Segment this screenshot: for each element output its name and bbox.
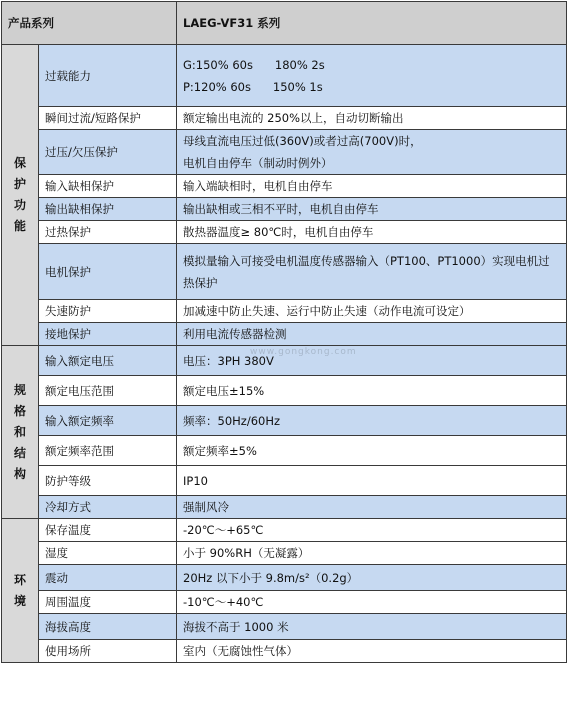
row-label: 输入缺相保护 bbox=[39, 175, 177, 198]
row-label: 防护等级 bbox=[39, 466, 177, 496]
value-line: IP10 bbox=[183, 473, 208, 488]
value-line: 电压：3PH 380V bbox=[183, 353, 274, 368]
table-header-row bbox=[2, 2, 567, 45]
value-line: 母线直流电压过低(360V)或者过高(700V)时， bbox=[183, 134, 422, 148]
table-row bbox=[2, 376, 567, 406]
table-row bbox=[2, 406, 567, 436]
value-line: 额定频率±5% bbox=[183, 443, 257, 458]
header-series: 产品系列 bbox=[2, 2, 177, 45]
row-value bbox=[177, 221, 567, 244]
category-char: 构 bbox=[13, 466, 26, 481]
row-value bbox=[177, 107, 567, 130]
table-row bbox=[2, 130, 567, 175]
row-label: 海拔高度 bbox=[39, 614, 177, 640]
table-row bbox=[2, 346, 567, 376]
row-value bbox=[177, 591, 567, 614]
value-line: 利用电流传感器检测 bbox=[183, 327, 287, 341]
row-value bbox=[177, 346, 567, 376]
row-label: 使用场所 bbox=[39, 640, 177, 663]
category-char: 结 bbox=[13, 445, 26, 460]
row-value bbox=[177, 130, 567, 175]
category-char: 规 bbox=[13, 382, 26, 397]
table-row bbox=[2, 198, 567, 221]
section-category-1 bbox=[2, 346, 39, 519]
row-label: 输入额定频率 bbox=[39, 406, 177, 436]
row-label: 冷却方式 bbox=[39, 496, 177, 519]
row-label: 瞬间过流/短路保护 bbox=[39, 107, 177, 130]
table-row bbox=[2, 175, 567, 198]
value-line: 电机自由停车（制动时例外） bbox=[183, 156, 333, 170]
row-value bbox=[177, 496, 567, 519]
row-label: 输入额定电压 bbox=[39, 346, 177, 376]
row-value bbox=[177, 45, 567, 107]
value-line: 额定电压±15% bbox=[183, 383, 265, 398]
row-value bbox=[177, 466, 567, 496]
category-char: 护 bbox=[13, 177, 26, 191]
row-label: 震动 bbox=[39, 565, 177, 591]
spec-table bbox=[1, 1, 567, 663]
value-line: 室内（无腐蚀性气体） bbox=[183, 644, 298, 658]
row-value bbox=[177, 519, 567, 542]
table-row bbox=[2, 221, 567, 244]
row-value bbox=[177, 406, 567, 436]
value-line: 20Hz 以下小于 9.8m/s²（0.2g） bbox=[183, 570, 359, 585]
value-line: 额定输出电流的 250%以上，自动切断输出 bbox=[183, 111, 404, 125]
section-category-2 bbox=[2, 519, 39, 663]
table-row bbox=[2, 300, 567, 323]
row-label: 湿度 bbox=[39, 542, 177, 565]
row-label: 电机保护 bbox=[39, 244, 177, 300]
row-value bbox=[177, 198, 567, 221]
row-label: 周围温度 bbox=[39, 591, 177, 614]
category-char: 境 bbox=[13, 593, 26, 608]
value-line: 加减速中防止失速、运行中防止失速（动作电流可设定） bbox=[183, 304, 471, 318]
value-line: P:120% 60s 150% 1s bbox=[183, 79, 323, 94]
table-row bbox=[2, 542, 567, 565]
table-row bbox=[2, 45, 567, 107]
header-model: LAEG-VF31 系列 bbox=[177, 2, 567, 45]
row-label: 保存温度 bbox=[39, 519, 177, 542]
row-value bbox=[177, 640, 567, 663]
value-line: 输入端缺相时，电机自由停车 bbox=[183, 179, 333, 193]
row-label: 额定电压范围 bbox=[39, 376, 177, 406]
value-line: 散热器温度≥ 80℃时，电机自由停车 bbox=[183, 225, 374, 239]
table-row bbox=[2, 436, 567, 466]
value-line: G:150% 60s 180% 2s bbox=[183, 57, 325, 72]
row-label: 失速防护 bbox=[39, 300, 177, 323]
table-row bbox=[2, 640, 567, 663]
value-line: 强制风冷 bbox=[183, 500, 229, 514]
row-label: 过热保护 bbox=[39, 221, 177, 244]
table-row bbox=[2, 591, 567, 614]
value-line: -20℃～+65℃ bbox=[183, 523, 264, 537]
section-category-0 bbox=[2, 45, 39, 346]
row-value bbox=[177, 300, 567, 323]
row-value bbox=[177, 323, 567, 346]
table-row bbox=[2, 323, 567, 346]
row-value bbox=[177, 244, 567, 300]
value-line: 小于 90%RH（无凝露） bbox=[183, 546, 310, 560]
row-label: 输出缺相保护 bbox=[39, 198, 177, 221]
table-row bbox=[2, 519, 567, 542]
table-row bbox=[2, 244, 567, 300]
category-char: 功 bbox=[13, 198, 26, 212]
row-value bbox=[177, 614, 567, 640]
table-row bbox=[2, 565, 567, 591]
row-label: 过压/欠压保护 bbox=[39, 130, 177, 175]
table-row bbox=[2, 466, 567, 496]
row-value bbox=[177, 436, 567, 466]
watermark: www.gongkong.com bbox=[250, 347, 357, 357]
table-row bbox=[2, 107, 567, 130]
value-line: 海拔不高于 1000 米 bbox=[183, 619, 289, 634]
category-char: 保 bbox=[13, 156, 26, 170]
row-value bbox=[177, 175, 567, 198]
value-line: -10℃～+40℃ bbox=[183, 595, 264, 609]
row-label: 接地保护 bbox=[39, 323, 177, 346]
category-char: 能 bbox=[13, 219, 26, 233]
row-label: 过载能力 bbox=[39, 45, 177, 107]
value-line: 模拟量输入可接受电机温度传感器输入（PT100、PT1000）实现电机过热保护 bbox=[183, 253, 550, 290]
row-value bbox=[177, 565, 567, 591]
table-row bbox=[2, 614, 567, 640]
category-char: 和 bbox=[13, 424, 26, 439]
value-line: 输出缺相或三相不平时，电机自由停车 bbox=[183, 202, 379, 216]
value-line: 频率：50Hz/60Hz bbox=[183, 413, 281, 428]
table-row bbox=[2, 496, 567, 519]
row-value bbox=[177, 376, 567, 406]
row-value bbox=[177, 542, 567, 565]
category-char: 环 bbox=[13, 572, 26, 587]
category-char: 格 bbox=[13, 403, 26, 418]
row-label: 额定频率范围 bbox=[39, 436, 177, 466]
